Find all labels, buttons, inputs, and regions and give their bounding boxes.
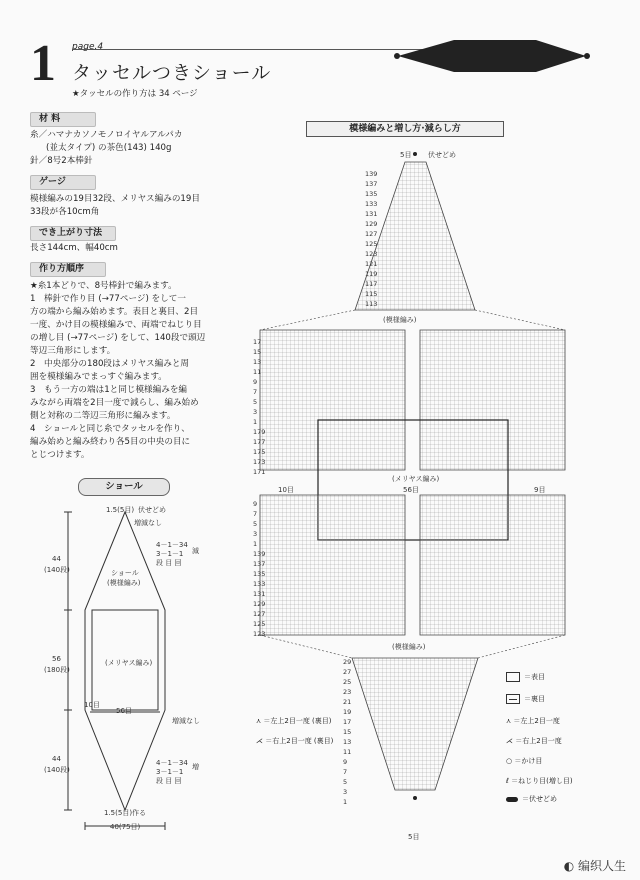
chart-low-left-block xyxy=(260,495,405,635)
chart-row-label: 119 xyxy=(365,270,378,278)
chart-row-label: 1 xyxy=(253,540,258,548)
len-top-rows: (140段) xyxy=(44,566,70,574)
chart-row-label: 21 xyxy=(343,698,352,706)
legend-bindoff: ＝伏せどめ xyxy=(522,795,557,803)
schematic-top-note: 伏せどめ xyxy=(138,506,166,514)
chart-row-label: 27 xyxy=(343,668,352,676)
chart-section2: (メリヤス編み) xyxy=(392,475,440,483)
chart-row-label: 3 xyxy=(253,530,258,538)
schematic-width: 40(75目) xyxy=(110,823,141,831)
legend-k2tog: ＝左上2目一度 xyxy=(513,717,560,725)
gauge-line1: 模様編みの19目32段、メリヤス編みの19目 xyxy=(30,194,200,204)
chart-row-label: 131 xyxy=(253,590,266,598)
chart-row-label: 17 xyxy=(343,718,352,726)
dec-rule-3: 段 目 回 xyxy=(156,559,182,567)
gauge-heading: ゲージ xyxy=(30,175,96,190)
chart-top-note: 伏せどめ xyxy=(428,151,456,159)
center-width: 56目 xyxy=(116,707,132,715)
chart-row-label: 29 xyxy=(343,658,352,666)
chart-row-label: 9 xyxy=(253,500,258,508)
chart-row-label: 133 xyxy=(365,200,378,208)
chart-title: 模様編みと増し方·減らし方 xyxy=(306,121,504,137)
legend-left-1: ⋏ ＝左上2目一度 (裏目) xyxy=(256,717,332,725)
chart-row-label: 139 xyxy=(365,170,378,178)
chart-row-label: 123 xyxy=(253,630,266,638)
schematic-top-label: 1.5(5目) xyxy=(106,506,135,514)
schematic-top-note2: 増減なし xyxy=(134,519,162,527)
chart-row-label: 7 xyxy=(253,510,258,518)
legend-left-2: ⋌ ＝右上2目一度 (裏目) xyxy=(256,737,334,745)
legend-yo: ＝かけ目 xyxy=(514,757,543,765)
dec-rule-2: 3－1－1 xyxy=(156,550,184,558)
chart-row-label: 129 xyxy=(253,600,266,608)
mid-note: 増減なし xyxy=(172,717,200,725)
chart-row-label: 117 xyxy=(365,280,378,288)
chart-row-label: 17 xyxy=(253,338,262,346)
materials-line1: 糸／ハマナカソノモノロイヤルアルパカ xyxy=(30,130,183,140)
chart-row-label: 171 xyxy=(253,468,266,476)
chart-row-label: 137 xyxy=(365,180,378,188)
materials-heading: 材 料 xyxy=(30,112,96,127)
chart-row-label: 5 xyxy=(343,778,348,786)
chart-row-label: 11 xyxy=(253,368,262,376)
chart-row-label: 25 xyxy=(343,678,352,686)
dec-word: 減 xyxy=(192,547,199,555)
chart-row-label: 133 xyxy=(253,580,266,588)
chart-side-right: 9目 xyxy=(534,486,546,494)
chart-row-label: 135 xyxy=(365,190,378,198)
chart-row-label: 177 xyxy=(253,438,266,446)
steps-text: ★糸1本どりで、8号棒針で編みます。 1 棒針で作り目 (→77ページ) をして一 方の端から編み始めます。表目と裏目、2目 一度、かけ目の模様編みで、両端でねじり目 の増し目 (→77ページ) をして、140段で頭辺 等辺三角形にします。 2 中央部分の180段はメリヤス編みと周 囲を模様編みでまっすぐ編みます。 3 もう一方の端は1と同じ模様編みを編 みながら両端を2目一度で減らし、編み始め 側と対称の二等辺三角形に編みます。 4 ショールと同じ糸でタッセルを作り、 編み始めと編み終わり各5目の中央の目に とじつけます。 xyxy=(30,281,206,460)
chart-row-label: 7 xyxy=(253,388,258,396)
chart-section1: (模様編み) xyxy=(383,316,417,324)
legend-purl: ＝裏目 xyxy=(524,695,545,703)
chart-low-right-block xyxy=(420,495,565,635)
legend-twisted: ＝ねじり目(増し目) xyxy=(511,777,573,785)
chart-row-label: 179 xyxy=(253,428,266,436)
chart-row-label: 9 xyxy=(253,378,258,386)
center-rows: (180段) xyxy=(44,666,70,674)
center-len: 56 xyxy=(52,655,61,663)
chart-bottom-triangle xyxy=(352,658,478,790)
chart-row-label: 5 xyxy=(253,520,258,528)
shawl-schematic xyxy=(40,500,240,840)
chart-row-label: 7 xyxy=(343,768,348,776)
chart-top-right-block xyxy=(420,330,565,470)
chart-row-label: 123 xyxy=(365,250,378,258)
inc-rule-2: 3－1－1 xyxy=(156,768,184,776)
side-rows: 10目 xyxy=(84,701,100,709)
chart-row-label: 5 xyxy=(253,398,258,406)
chart-row-label: 9 xyxy=(343,758,348,766)
page-subtitle: ★タッセルの作り方は 34 ページ xyxy=(72,89,198,99)
legend-ssk: ＝右上2目一度 xyxy=(515,737,562,745)
chart-row-label: 129 xyxy=(365,220,378,228)
chart-row-label: 175 xyxy=(253,448,266,456)
inc-rule-3: 段 目 回 xyxy=(156,777,182,785)
size-line1: 長さ144cm、幅40cm xyxy=(30,243,118,253)
size-heading: でき上がり寸法 xyxy=(30,226,116,241)
page-title: タッセルつきショール xyxy=(72,62,272,84)
chart-row-label: 113 xyxy=(365,300,378,308)
chart-row-label: 131 xyxy=(365,210,378,218)
schematic-title: ショール xyxy=(78,478,170,496)
materials-line2: (並太タイプ) の茶色(143) 140g xyxy=(46,143,172,153)
materials-line3: 針／8号2本棒針 xyxy=(30,156,93,166)
chart-side-left: 10目 xyxy=(278,486,294,494)
chart-row-label: 137 xyxy=(253,560,266,568)
chart-row-label: 23 xyxy=(343,688,352,696)
inner-label-2: (模様編み) xyxy=(107,579,141,587)
chart-row-label: 1 xyxy=(253,418,258,426)
chart-row-label: 125 xyxy=(253,620,266,628)
chart-row-label: 139 xyxy=(253,550,266,558)
chart-row-label: 121 xyxy=(365,260,378,268)
chart-row-label: 115 xyxy=(365,290,378,298)
chart-top-left-block xyxy=(260,330,405,470)
len-top: 44 xyxy=(52,555,61,563)
inc-rule-1: 4－1－34 xyxy=(156,759,188,767)
chart-row-label: 127 xyxy=(253,610,266,618)
bottom-label: 1.5(5目)作る xyxy=(104,809,147,817)
shawl-silhouette-icon xyxy=(394,30,590,76)
gauge-line2: 33段が各10cm角 xyxy=(30,207,100,217)
dec-rule-1: 4－1－34 xyxy=(156,541,188,549)
chart-row-label: 3 xyxy=(253,408,258,416)
len-bottom: 44 xyxy=(52,755,61,763)
chart-row-label: 173 xyxy=(253,458,266,466)
chart-row-label: 15 xyxy=(253,348,262,356)
chart-row-label: 125 xyxy=(365,240,378,248)
page-label: page.4 xyxy=(72,42,104,52)
chart-section3: (模様編み) xyxy=(392,643,426,651)
chart-row-label: 15 xyxy=(343,728,352,736)
chart-row-label: 135 xyxy=(253,570,266,578)
chart-row-label: 127 xyxy=(365,230,378,238)
inner-label-1: ショール xyxy=(111,569,139,577)
steps-heading: 作り方順序 xyxy=(30,262,106,277)
chart-top-stitches: 5目 xyxy=(400,151,412,159)
legend-knit: ＝表目 xyxy=(524,673,545,681)
pattern-number: 1 xyxy=(30,35,56,92)
chart-row-label: 1 xyxy=(343,798,348,806)
chart-row-label: 19 xyxy=(343,708,352,716)
chart-row-label: 13 xyxy=(343,738,352,746)
chart-row-label: 11 xyxy=(343,748,352,756)
chart-section2-width: 56目 xyxy=(403,486,419,494)
inc-word: 増 xyxy=(192,763,199,771)
watermark: ◐ 编织人生 xyxy=(563,859,626,873)
chart-row-label: 13 xyxy=(253,358,262,366)
center-label: (メリヤス編み) xyxy=(105,659,153,667)
chart-row-label: 3 xyxy=(343,788,348,796)
chart-bottom-stitches: 5目 xyxy=(408,833,420,841)
len-bottom-rows: (140段) xyxy=(44,766,70,774)
